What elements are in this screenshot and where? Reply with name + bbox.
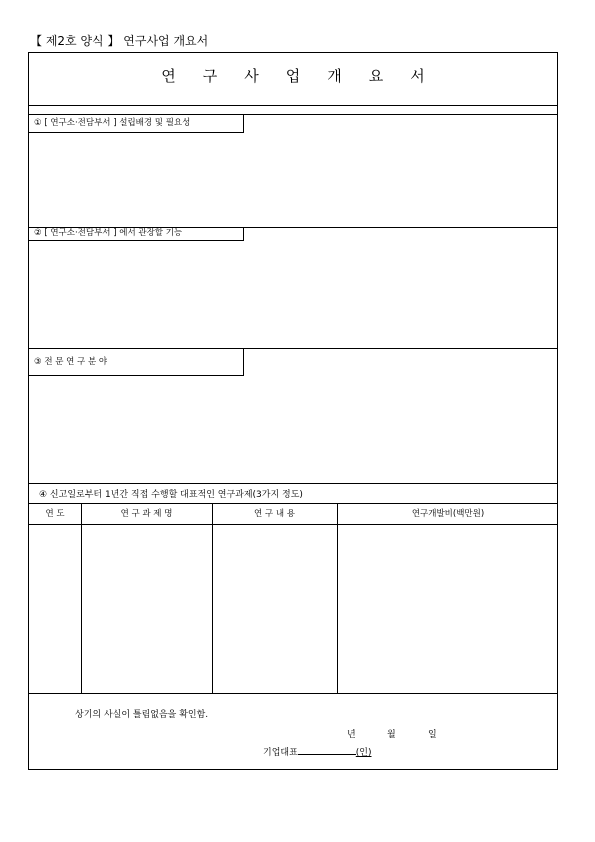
section-4-title: ④ 신고일로부터 1년간 직접 수행할 대표적인 연구과제(3가지 정도)	[39, 490, 303, 500]
title-divider	[29, 105, 557, 106]
section-3-divider	[29, 483, 557, 484]
section-3-label: ③ 전 문 연 구 분 야	[29, 348, 244, 376]
table-header-rule	[29, 524, 557, 525]
section-1-label: ① [ 연구소·전담부서 ] 설립배경 및 필요성	[29, 114, 244, 133]
confirm-statement: 상기의 사실이 틀림없음을 확인함.	[75, 710, 209, 720]
table-bottom-rule	[29, 693, 557, 694]
table-col-divider-3	[337, 503, 338, 693]
date-day-label: 일	[428, 730, 437, 740]
table-header-year: 연 도	[45, 509, 65, 519]
section-2-label: ② [ 연구소·전담부서 ] 에서 관장할 기능	[29, 227, 244, 241]
form-frame	[28, 52, 558, 770]
representative-line	[263, 745, 372, 758]
table-col-divider-1	[81, 503, 82, 693]
table-col-divider-2	[212, 503, 213, 693]
table-header-budget: 연구개발비(백만원)	[411, 509, 485, 519]
form-header: 【 제2호 양식 】 연구사업 개요서	[30, 34, 209, 48]
date-year-label: 년	[347, 730, 356, 740]
seal-mark: (인)	[355, 748, 372, 758]
date-month-label: 월	[387, 730, 396, 740]
signature-blank[interactable]	[298, 745, 356, 755]
form-title: 연구사업개요서	[161, 67, 452, 85]
representative-label: 기업대표	[263, 748, 298, 758]
table-header-content: 연 구 내 용	[254, 509, 295, 519]
table-top-rule	[29, 503, 557, 504]
table-header-project: 연 구 과 제 명	[120, 509, 173, 519]
